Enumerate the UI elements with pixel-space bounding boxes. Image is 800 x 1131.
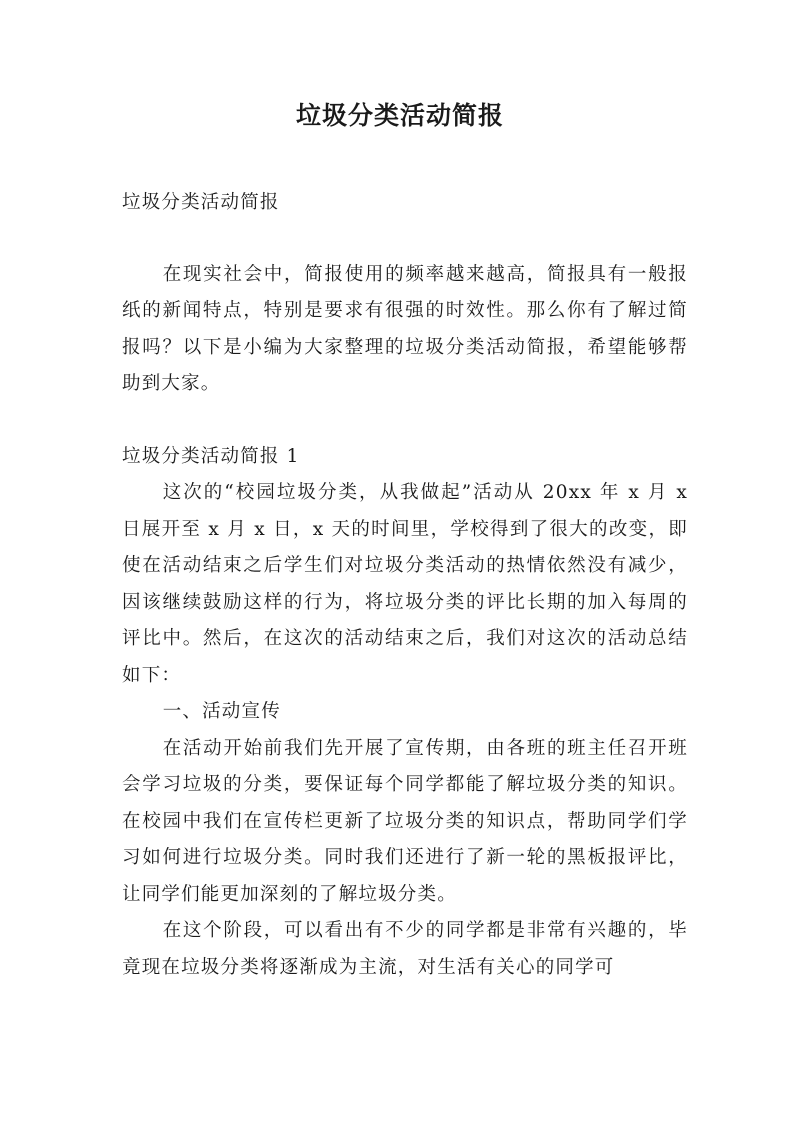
section-heading: 垃圾分类活动简报 1 <box>122 445 300 467</box>
sub-heading-activity-promotion: 一、活动宣传 <box>162 701 281 722</box>
body-paragraph-2: 在活动开始前我们先开展了宣传期，由各班的班主任召开班会学习垃圾的分类，要保证每个同学都能了解垃圾分类的知识。在校园中我们在宣传栏更新了垃圾分类的知识点，帮助同学们学习如何进行垃圾分类。同时我们还进行了新一轮的黑板报评比，让同学们能更加深刻的了解垃圾分类。 <box>122 737 688 905</box>
body-paragraph-1: 这次的“校园垃圾分类，从我做起”活动从 20xx 年 x 月 x 日展开至 x 月 x 日，x 天的时间里，学校得到了很大的改变，即使在活动结束之后学生们对垃圾分类活动的热情依然没有减少，因该继续鼓励这样的行为，将垃圾分类的评比长期的加入每周的评比中。然后，在这次的活动结束之后，我们对这次的活动总结如下： <box>122 482 688 686</box>
body-paragraph-3: 在这个阶段，可以看出有不少的同学都是非常有兴趣的，毕竟现在垃圾分类将逐渐成为主流，对生活有关心的同学可 <box>122 920 688 978</box>
document-body <box>122 185 688 986</box>
intro-paragraph: 在现实社会中，简报使用的频率越来越高，简报具有一般报纸的新闻特点，特别是要求有很强的时效性。那么你有了解过简报吗？以下是小编为大家整理的垃圾分类活动简报，希望能够帮助到大家。 <box>122 263 688 394</box>
document-subtitle: 垃圾分类活动简报 <box>122 192 280 213</box>
document-title: 垃圾分类活动简报 <box>295 101 504 130</box>
